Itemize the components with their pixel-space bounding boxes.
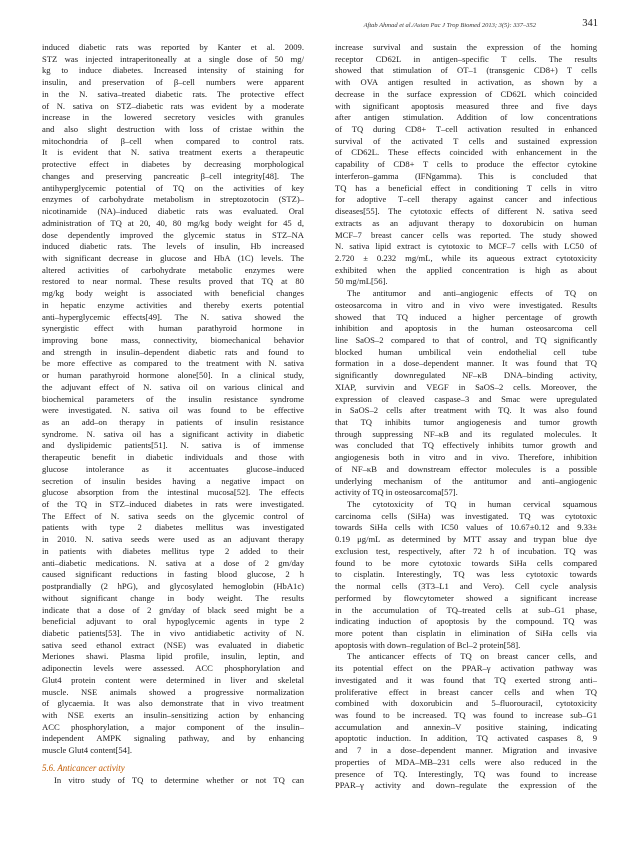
text-line: TQ has a beneficial effect in conditioning T cells in vitro bbox=[335, 182, 597, 193]
text-line: in hepatic enzyme activities and thereby exerts potential bbox=[42, 299, 304, 310]
text-line: combined with doxorubicin and 5–fluorouracil, cytotoxicity bbox=[335, 698, 597, 709]
text-line: be more effective as compared to the treatment with N. sativa bbox=[42, 358, 304, 369]
text-line: with NSE exerts an insulin–sensitizing action by enhancing bbox=[42, 709, 304, 720]
text-line: mitochondria of β–cell when compared to control rats. bbox=[42, 135, 304, 146]
text-line: and also slight destruction with loss of cristae within the bbox=[42, 124, 304, 135]
text-line: insulin, and preservation of β–cell numbers were apparent bbox=[42, 77, 304, 88]
text-line: of the TQ in STZ–induced diabetes in rats were investigated. bbox=[42, 499, 304, 510]
text-line: activity of TQ in osteosarcoma[57]. bbox=[335, 487, 458, 498]
text-line: for adoptive T–cell therapy against cancer and infectious bbox=[335, 194, 597, 205]
text-line: and dyslipidemic patients[51]. N. sativa is of immense bbox=[42, 440, 304, 451]
text-line: interferon–gamma (IFNgamma). This is concluded that bbox=[335, 170, 597, 181]
text-line: The Effect of N. sativa seeds on the glycemic control of bbox=[42, 510, 304, 521]
text-line: 2.720 ± 0.232 mg/mL, while its aqueous extract cytotoxicity bbox=[335, 252, 597, 263]
text-line: 0.19 μg/mL as determined by MTT assay and trypan blue dye bbox=[335, 534, 597, 545]
text-line: receptor CD62L in antigen–specific T cells. The results bbox=[335, 53, 597, 64]
text-line: enzymes of carbohydrate metabolism in streptozotocin (STZ)– bbox=[42, 194, 304, 205]
text-line: carcinoma cells (SiHa) was investigated. TQ was cytotoxic bbox=[335, 510, 597, 521]
text-line: the adjuvant effect of N. sativa oil on various clinical and bbox=[42, 381, 304, 392]
text-line: protective effect in diabetes by decreasing morphological bbox=[42, 159, 304, 170]
text-line: MCF–7 breast cancer cells was reported. The study showed bbox=[335, 229, 597, 240]
text-line: induced diabetic rats. The levels of insulin, Hb increased bbox=[42, 241, 304, 252]
text-line: nicotinamide (NA)–induced diabetic rats was evaluated. Oral bbox=[42, 206, 304, 217]
text-line: were investigated. N. sativa oil was found to be effective bbox=[42, 405, 304, 416]
text-line: caused significant reductions in fasting blood glucose, 2 h bbox=[42, 569, 304, 580]
text-line: syndrome. N. sativa oil has a significant activity in diabetic bbox=[42, 428, 304, 439]
page-number: 341 bbox=[582, 18, 598, 29]
text-line: performed by flowcytometer showed a significant increase bbox=[335, 592, 597, 603]
text-line: The anticancer effects of TQ on breast cancer cells, and bbox=[347, 651, 597, 662]
text-line: Glut4 protein content were determined in liver and skeletal bbox=[42, 674, 304, 685]
text-line: formation in a dose–dependent manner. It was found that TQ bbox=[335, 358, 597, 369]
text-line: in SaOS–2 cells after treatment with TQ. It was also found bbox=[335, 405, 597, 416]
text-line: showed that stimulation of OT–1 (transgenic CD8+) T cells bbox=[335, 65, 597, 76]
text-line: osteosarcoma in vitro and in vivo were investigated. Results bbox=[335, 299, 597, 310]
text-line: induced diabetic rats was reported by Kanter et al. 2009. bbox=[42, 42, 304, 52]
text-line: in 2010. N. sativa seeds were used as an adjuvant therapy bbox=[42, 534, 304, 545]
text-line: of N. sativa on STZ–diabetic rats was evident by a moderate bbox=[42, 100, 304, 111]
text-line: It is evident that N. sativa treatment exerts a therapeutic bbox=[42, 147, 304, 158]
text-line: Meriones shawi. Plasma lipid profile, insulin, leptin, and bbox=[42, 651, 304, 662]
text-line: underlying mechanism of the antitumor and anti–angiogenic bbox=[335, 475, 597, 486]
text-line: and strength in insulin–dependent diabetic rats and found to bbox=[42, 346, 304, 357]
text-line: in patients with diabetes mellitus type 2 added to their bbox=[42, 545, 304, 556]
text-line: independent AMPK signaling pathway, and by enhancing bbox=[42, 733, 304, 744]
text-line: in the accumulation of TQ–treated cells at sub–G1 phase, bbox=[335, 604, 597, 615]
text-line: or human parathyroid hormone alone[50]. In a clinical study, bbox=[42, 370, 304, 381]
text-line: exclusion test, respectively, after 72 h of incubation. TQ was bbox=[335, 545, 597, 556]
text-line: of glycaemia. It was also demonstrate that in vivo treatment bbox=[42, 698, 304, 709]
text-line: secretion of insulin besides having a negative impact on bbox=[42, 475, 304, 486]
text-line: of NF–κB and downstream effector molecules is a possible bbox=[335, 463, 597, 474]
text-line: glucose intolerance as it accentuates glucose–induced bbox=[42, 463, 304, 474]
text-line: administration of TQ at 20, 40, 80 mg/kg body weight for 45 d, bbox=[42, 217, 304, 228]
text-line: PPAR–γ activity and down–regulate the expression of the bbox=[335, 780, 597, 791]
text-line: decrease in the surface expression of CD62L which coincided bbox=[335, 88, 597, 99]
text-line: with significant apoptosis measured three and five days bbox=[335, 100, 597, 111]
text-line: increase survival and sustain the expression of the homing bbox=[335, 42, 597, 52]
text-line: muscle. NSE animals showed a progressive normalization bbox=[42, 686, 304, 697]
text-line: beneficial adjuvant to oral hypoglycemic agents in type 2 bbox=[42, 616, 304, 627]
text-line: 50 mg/mL[56]. bbox=[335, 276, 388, 287]
text-line: was concluded that TQ effectively inhibits tumor growth and bbox=[335, 440, 597, 451]
text-line: and 7 in a dose–dependent manner. Migration and invasive bbox=[335, 745, 597, 756]
text-line: was found to be increased. TQ was found to increase sub–G1 bbox=[335, 709, 597, 720]
text-line: diseases[55]. The cytotoxic effects of different N. sativa seed bbox=[335, 206, 597, 217]
text-line: in the N. sativa–treated diabetic rats. The protective effect bbox=[42, 88, 304, 99]
running-head: Aftab Ahmad et al./Asian Pac J Trop Biomed 2013; 3(5): 337–352 bbox=[363, 22, 536, 29]
text-line: as an add–on therapy in patients of insulin resistance bbox=[42, 417, 304, 427]
text-line: after antigen stimulation. Addition of low concentrations bbox=[335, 112, 597, 123]
text-line: exhibited when the applied concentration is high as about bbox=[335, 264, 597, 275]
text-line: In vitro study of TQ to determine whether or not TQ can bbox=[54, 774, 304, 785]
text-line: through suppressing NF–κB and its regulated molecules. It bbox=[335, 428, 597, 439]
text-line: expression of cleaved caspase–3 and Smac were upregulated bbox=[335, 393, 597, 404]
text-line: STZ was injected intraperitoneally at a single dose of 50 mg/ bbox=[42, 53, 304, 64]
text-line: dose dependently improved the glycemic status in STZ–NA bbox=[42, 229, 304, 240]
text-line: survival of the activated T cells and sustained expression bbox=[335, 135, 597, 146]
text-line: showed that TQ induced a higher percentage of growth bbox=[335, 311, 597, 322]
text-line: changes and preserving pancreatic β–cell integrity[48]. The bbox=[42, 170, 304, 181]
text-line: glucose absorption from the intestinal mucosa[52]. The effects bbox=[42, 487, 304, 498]
text-line: apoptotic induction. In addition, TQ activated caspases 8, 9 bbox=[335, 733, 597, 744]
text-line: of TQ during CD8+ T–cell activation resulted in enhanced bbox=[335, 124, 597, 135]
page-header bbox=[40, 18, 598, 36]
text-line: to cisplatin. Interestingly, TQ was less cytotoxic towards bbox=[335, 569, 597, 580]
text-line: capability of CD8+ T cells to produce the effector cytokine bbox=[335, 159, 597, 170]
text-line: extracts as an adjuvant therapy to doxorubicin on human bbox=[335, 217, 597, 228]
text-line: postprandially (2 hPG), and glycosylated hemoglobin (HbA1c) bbox=[42, 581, 304, 592]
text-line: blocked human umbilical vein endothelial cell tube bbox=[335, 346, 597, 357]
text-line: altered activities of carbohydrate metabolic enzymes were bbox=[42, 264, 304, 275]
text-line: investigated and it was found that TQ exerted strong anti– bbox=[335, 674, 597, 685]
text-line: line SaOS–2 compared to that of control, and TQ significantly bbox=[335, 334, 597, 345]
text-line: increase in the lowered secretory vesicles with granules bbox=[42, 112, 304, 123]
text-line: indicating induction of apoptosis by the compound. TQ was bbox=[335, 616, 597, 627]
text-line: anti–diabetic medications. N. sativa at a dose of 2 gm/day bbox=[42, 557, 304, 568]
text-line: restored to near normal. These results proved that TQ at 80 bbox=[42, 276, 304, 287]
text-line: accumulation and annexin–V positive staining, indicating bbox=[335, 721, 597, 732]
text-line: towards SiHa cells with IC50 values of 10.67±0.12 and 9.33± bbox=[335, 522, 597, 533]
text-line: that TQ inhibits tumor angiogenesis and tumor growth bbox=[335, 417, 597, 427]
text-line: therapeutic benefit in diabetic individuals and those with bbox=[42, 452, 304, 463]
text-line: with OVA antigen resulted in activation, as shown by a bbox=[335, 77, 597, 88]
text-line: patients with type 2 diabetes mellitus was investigated bbox=[42, 522, 304, 533]
text-line: biochemical parameters of the insulin resistance syndrome bbox=[42, 393, 304, 404]
text-line: found to be more cytotoxic towards SiHa cells compared bbox=[335, 557, 597, 568]
text-line: its potential effect on the PPAR–γ activation pathway was bbox=[335, 663, 597, 674]
text-line: synergistic effect with human parathyroid hormone in bbox=[42, 323, 304, 334]
text-line: without significant change in body weight. The results bbox=[42, 592, 304, 603]
text-line: diabetic patients[53]. The in vivo antidiabetic activity of N. bbox=[42, 627, 304, 638]
text-line: with significant decrease in glucose and HbA (1C) levels. The bbox=[42, 252, 304, 263]
text-line: adiponectin levels were assessed. ACC phosphorylation and bbox=[42, 663, 304, 674]
text-line: proliferative effect in breast cancer cells and when TQ bbox=[335, 686, 597, 697]
text-line: of CD62L. These effects coincided with enhancement in the bbox=[335, 147, 597, 158]
text-line: apoptosis with down–regulation of Bcl–2 protein[58]. bbox=[335, 639, 521, 650]
text-line: muscle Glut4 content[54]. bbox=[42, 745, 132, 756]
text-line: indicate that a dose of 2 gm/day of black seed might be a bbox=[42, 604, 304, 615]
text-line: angiogenesis both in vitro and in vivo. Therefore, inhibition bbox=[335, 452, 597, 463]
text-line: antihyperglycemic potential of TQ on the activities of key bbox=[42, 182, 304, 193]
text-line: The antitumor and anti–angiogenic effects of TQ on bbox=[347, 288, 597, 299]
text-line: N. sativa lipid extract is cytotoxic to MCF–7 cells with LC50 of bbox=[335, 241, 597, 252]
text-line: The cytotoxicity of TQ in human cervical squamous bbox=[347, 499, 597, 510]
text-line: more potent than cisplatin in elimination of SiHa cells via bbox=[335, 627, 597, 638]
text-line: sativa seed ethanol extract (NSE) was evaluated in diabetic bbox=[42, 639, 304, 650]
right-column bbox=[335, 42, 597, 792]
text-line: kg to induce diabetes. Increased intensity of staining for bbox=[42, 65, 304, 76]
section-heading: 5.6. Anticancer activity bbox=[42, 762, 125, 773]
text-line: ACC phosphorylation, a major component of the insulin– bbox=[42, 721, 304, 732]
text-line: improving bone mass, connectivity, biomechanical behavior bbox=[42, 334, 304, 345]
left-column bbox=[42, 42, 304, 786]
text-line: properties of MDA–MB–231 cells were also reduced in the bbox=[335, 756, 597, 767]
text-line: significantly downregulated NF–κB DNA–binding activity, bbox=[335, 370, 597, 381]
text-line: mg/kg body weight is associated with beneficial changes bbox=[42, 288, 304, 299]
text-line: presence of TQ. Interestingly, TQ was found to increase bbox=[335, 768, 597, 779]
text-line: inhibition and apoptosis in the human osteosarcoma cell bbox=[335, 323, 597, 334]
text-line: the normal cells (3T3–L1 and Vero). Cell cycle analysis bbox=[335, 581, 597, 592]
text-line: XIAP, survivin and VEGF in SaOS–2 cells. Moreover, the bbox=[335, 381, 597, 392]
text-line: anti–hyperglycemic effects[49]. The N. sativa showed the bbox=[42, 311, 304, 322]
